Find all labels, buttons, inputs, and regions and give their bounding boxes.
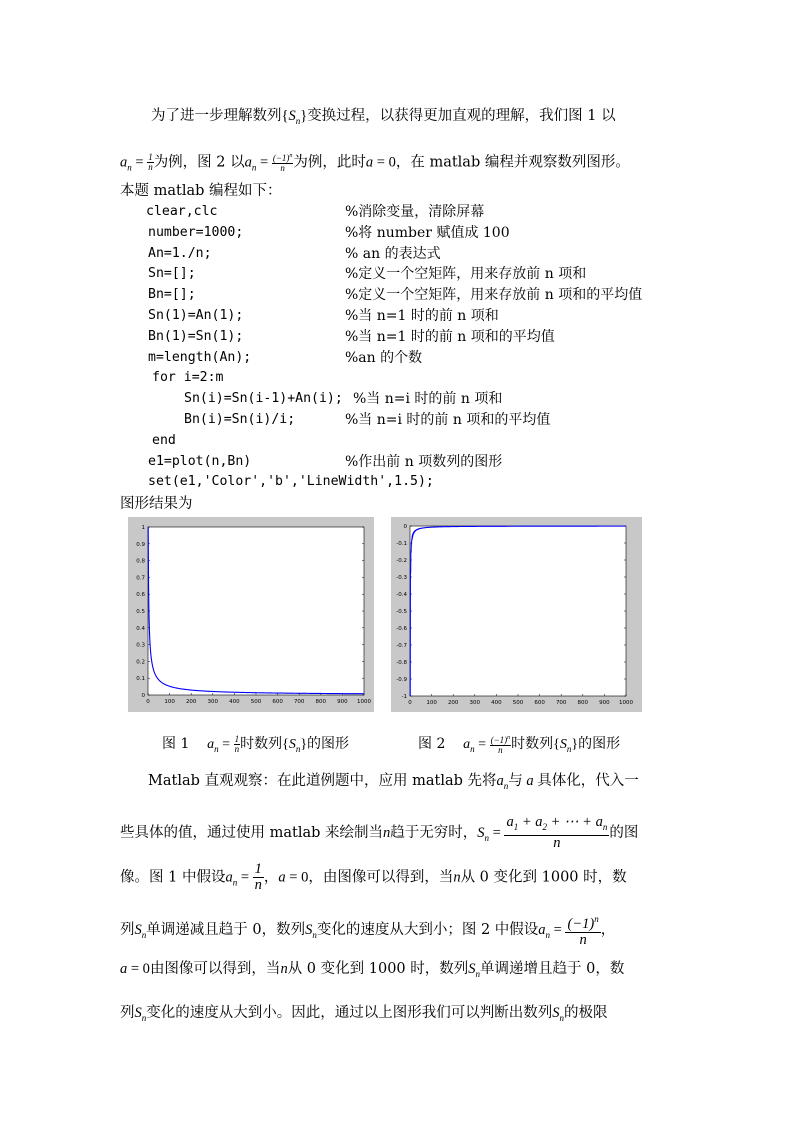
code-line: Bn=[]; bbox=[148, 287, 196, 303]
y-tick-label: 0.2 bbox=[136, 659, 145, 666]
code-line: set(e1,'Color','b','LineWidth',1.5); bbox=[148, 474, 434, 490]
x-tick-label: 0 bbox=[146, 699, 150, 705]
y-tick-label: -0.4 bbox=[396, 592, 407, 598]
y-tick-label: -0.9 bbox=[396, 677, 407, 683]
y-tick-label: -0.1 bbox=[396, 541, 407, 547]
y-tick-label: -1 bbox=[401, 694, 407, 700]
x-tick-label: 700 bbox=[555, 700, 567, 706]
analysis-line-6: 列$S_n$变化的速度从大到小。因此，通过以上图形我们可以判断出数列$S_n$的极限 bbox=[120, 1005, 608, 1023]
analysis-line-5: a = 0由图像可以得到，当n从 0 变化到 1000 时，数列$S_n$单调递增且趋于 0，数 bbox=[120, 961, 625, 979]
code-comment: %将 number 赋值成 100 bbox=[345, 224, 510, 241]
code-comment: %当 n=i 时的前 n 项和 bbox=[353, 391, 503, 408]
x-tick-label: 900 bbox=[337, 699, 348, 705]
y-tick-label: 0.3 bbox=[136, 642, 145, 649]
x-tick-label: 1000 bbox=[619, 700, 633, 706]
code-comment: %作出前 n 项数列的图形 bbox=[345, 453, 503, 470]
code-line: Sn(i)=Sn(i-1)+An(i); bbox=[184, 391, 343, 407]
y-tick-label: -0.3 bbox=[396, 575, 407, 581]
analysis-line-3: 像。图 1 中假设$a_n$ = $\frac{1}{n}$ ，a = 0，由图像可以得到，当n从 0 变化到 1000 时，数 bbox=[120, 861, 627, 893]
x-tick-label: 500 bbox=[512, 700, 524, 706]
x-tick-label: 200 bbox=[447, 700, 459, 706]
x-tick-label: 1000 bbox=[357, 699, 371, 705]
code-line: clear,clc bbox=[146, 204, 218, 219]
x-tick-label: 600 bbox=[272, 699, 283, 705]
figure-1-caption: 图 1 $a_n$ = $\frac{1}{n}$ 时数列$\{S_n\}$的图形 bbox=[162, 733, 350, 754]
plot-area bbox=[148, 527, 364, 695]
code-line: Sn(1)=An(1); bbox=[148, 308, 244, 323]
code-comment: %当 n=i 时的前 n 项和的平均值 bbox=[345, 412, 551, 428]
code-comment: %定义一个空矩阵，用来存放前 n 项和 bbox=[345, 266, 587, 283]
code-comment: % an 的表达式 bbox=[345, 245, 441, 262]
figure-1-chart bbox=[128, 517, 374, 712]
x-tick-label: 800 bbox=[315, 699, 327, 705]
x-tick-label: 100 bbox=[426, 700, 437, 706]
y-tick-label: 0.7 bbox=[136, 575, 145, 582]
code-line: m=length(An); bbox=[148, 349, 252, 365]
result-label: 图形结果为 bbox=[120, 496, 193, 512]
y-tick-label: -0.7 bbox=[396, 643, 407, 649]
code-line: Sn=[]; bbox=[148, 266, 196, 282]
y-tick-label: -0.8 bbox=[396, 660, 407, 666]
x-tick-label: 500 bbox=[250, 699, 262, 705]
code-line: for i=2:m bbox=[152, 370, 224, 386]
code-comment: %定义一个空矩阵，用来存放前 n 项和的平均值 bbox=[345, 287, 643, 304]
y-tick-label: -0.5 bbox=[396, 609, 407, 615]
code-comment: %消除变量，清除屏幕 bbox=[345, 204, 485, 220]
analysis-line-4: 列$S_n$单调递减且趋于 0，数列$S_n$变化的速度从大到小；图 2 中假设$a_n$ = $\frac{(-1)^n}{n}$ ， bbox=[120, 914, 616, 948]
y-tick-label: 0.6 bbox=[136, 592, 145, 599]
x-tick-label: 100 bbox=[164, 699, 175, 705]
intro-line-2: $a_n$ = $\frac{1}{n}$ 为例，图 2 以$a_n$ = $\frac{(-1)^n}{n}$ 为例，此时a = 0，在 matlab 编程并观察数列图形。 bbox=[120, 152, 630, 173]
y-tick-label: 0 bbox=[403, 524, 407, 530]
code-comment: %an 的个数 bbox=[345, 349, 423, 366]
y-tick-label: 0.1 bbox=[136, 676, 145, 683]
y-tick-label: 0.8 bbox=[136, 558, 145, 565]
x-tick-label: 900 bbox=[599, 700, 610, 706]
code-line: e1=plot(n,Bn) bbox=[148, 453, 252, 469]
x-tick-label: 200 bbox=[185, 699, 197, 705]
figure-2-svg bbox=[391, 517, 642, 712]
code-line: Bn(i)=Sn(i)/i; bbox=[184, 412, 296, 427]
intro-line-3: 本题 matlab 编程如下： bbox=[120, 183, 282, 199]
code-line: number=1000; bbox=[148, 224, 244, 240]
analysis-line-2: 些具体的值，通过使用 matlab 来绘制当n趋于无穷时，$S_n$ = $\frac{a_1 + a_2 + \cdots + a_n}{n}$ 的图 bbox=[120, 814, 639, 851]
code-line: end bbox=[152, 432, 176, 448]
y-tick-label: 0.5 bbox=[136, 609, 145, 615]
figure-1-svg bbox=[128, 517, 374, 712]
x-tick-label: 300 bbox=[469, 700, 481, 706]
intro-line-1: 为了进一步理解数列$\{S_n\}$变换过程，以获得更加直观的理解，我们图 1 以 bbox=[151, 108, 616, 126]
x-tick-label: 400 bbox=[491, 700, 502, 706]
x-tick-label: 400 bbox=[229, 699, 240, 705]
figure-2-caption: 图 2 $a_n$ = $\frac{(-1)^n}{n}$ 时数列$\{S_n\}$的图形 bbox=[418, 734, 621, 755]
code-line: Bn(1)=Sn(1); bbox=[148, 328, 244, 344]
y-tick-label: -0.2 bbox=[396, 558, 407, 564]
code-comment: %当 n=1 时的前 n 项和 bbox=[345, 308, 499, 324]
y-tick-label: 0 bbox=[141, 693, 145, 699]
y-tick-label: 0.4 bbox=[136, 625, 145, 632]
y-tick-label: 0.9 bbox=[136, 541, 145, 548]
y-tick-label: 1 bbox=[141, 525, 145, 531]
x-tick-label: 800 bbox=[577, 700, 589, 706]
code-comment: %当 n=1 时的前 n 项和的平均值 bbox=[345, 328, 555, 345]
x-tick-label: 300 bbox=[207, 699, 219, 705]
analysis-line-1: Matlab 直观观察：在此道例题中，应用 matlab 先将$a_n$与 a 具体化，代入一 bbox=[148, 773, 639, 791]
code-line: An=1./n; bbox=[148, 245, 212, 261]
x-tick-label: 700 bbox=[293, 699, 305, 705]
y-tick-label: -0.6 bbox=[396, 626, 407, 632]
plot-area bbox=[410, 526, 626, 696]
figure-2-chart bbox=[391, 517, 642, 712]
x-tick-label: 600 bbox=[534, 700, 545, 706]
x-tick-label: 0 bbox=[408, 700, 412, 706]
